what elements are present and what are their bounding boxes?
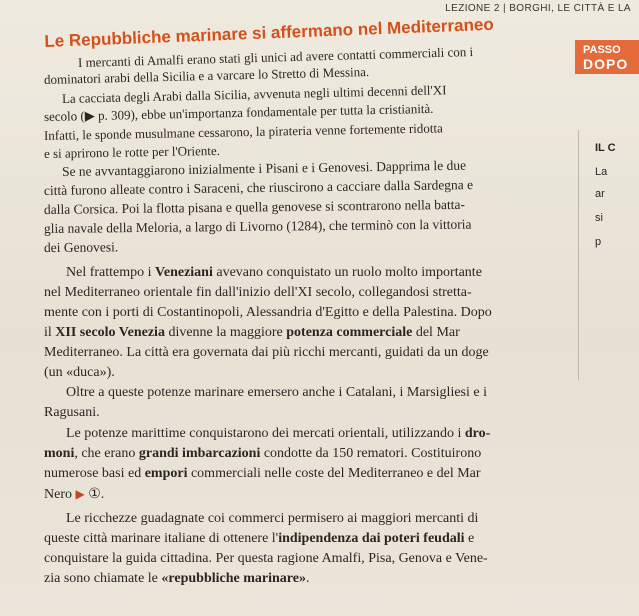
running-header: LEZIONE 2 | BORGHI, LE CITTÀ E LA (445, 3, 631, 14)
text-line: glia navale della Meloria, a largo di Livorno (1284), che terminò con la vittoria (43, 216, 472, 236)
side-column (578, 130, 639, 380)
text-line: moni, che erano grandi imbarcazioni condotte da 150 rematori. Costituirono (44, 446, 482, 461)
side-item: IL C (595, 142, 616, 154)
text-line: Ragusani. (44, 405, 100, 420)
text-line: e si aprirono le rotte per l'Oriente. (43, 142, 221, 161)
text-line: La cacciata degli Arabi dalla Sicilia, avvenuta negli ultimi decenni dell'XI (61, 82, 447, 106)
text-line: Se ne avvantaggiarono inizialmente i Pisani e i Genovesi. Dapprima le due (61, 157, 467, 179)
badge-line-2: DOPO (583, 56, 629, 72)
side-item: La (595, 166, 608, 178)
text-line: il XII secolo Venezia divenne la maggiore potenza commerciale del Mar (44, 325, 460, 340)
text-line: conquistare la guida cittadina. Per questa ragione Amalfi, Pisa, Genova e Vene- (44, 551, 488, 566)
text-fragment: Nero (44, 487, 72, 502)
text-line: dalla Corsica. Poi la flotta pisana e quella genovese si scontrarono nella batta- (43, 196, 466, 217)
text-line: zia sono chiamate le «repubbliche marinare». (44, 571, 310, 586)
text-line: queste città marinare italiane di ottenere l'indipendenza dai poteri feudali e (44, 531, 475, 546)
text-line: Nel frattempo i Veneziani avevano conquistato un ruolo molto importante (66, 265, 482, 280)
text-line: Infatti, le sponde musulmane cessarono, la pirateria venne fortemente ridotta (43, 120, 443, 143)
text-line: dei Genovesi. (43, 239, 119, 255)
text-line: Le potenze marittime conquistarono dei mercati orientali, utilizzando i dro- (66, 426, 491, 441)
text-line: numerose basi ed empori commerciali nelle coste del Mediterraneo e del Mar (44, 466, 481, 481)
text-line: I mercanti di Amalfi erano stati gli unici ad avere contatti commerciali con i (77, 43, 474, 70)
side-item: ar (595, 188, 605, 200)
text-line: (un «duca»). (44, 365, 115, 380)
text-line: nel Mediterraneo orientale fin dall'inizio dell'XI secolo, collegandosi stretta- (44, 285, 472, 300)
triangle-arrow-icon: ▶ (75, 487, 85, 501)
text-line: mente con i porti di Costantinopoli, Alessandria d'Egitto e della Palestina. Dopo (44, 305, 492, 320)
passo-dopo-badge (575, 40, 639, 74)
section-heading: Le Repubbliche marinare si affermano nel Mediterraneo (44, 14, 495, 51)
side-item: p (595, 236, 602, 248)
text-line: Le ricchezze guadagnate coi commerci permisero ai maggiori mercanti di (66, 511, 479, 526)
text-line: Mediterraneo. La città era governata dai più ricchi mercanti, guidati da un doge (44, 345, 489, 360)
side-item: si (595, 212, 603, 224)
text-line: secolo (▶ p. 309), ebbe un'importanza fondamentale per tutta la cristianità. (43, 100, 434, 124)
text-line: dominatori arabi della Sicilia e a varcare lo Stretto di Messina. (43, 64, 370, 87)
badge-line-1: PASSO (583, 44, 621, 56)
text-line: città furono alleate contro i Saraceni, che riuscirono a cacciare dalla Sardegna e (43, 177, 474, 198)
text-line: Oltre a queste potenze marinare emersero anche i Catalani, i Marsigliesi e i (66, 385, 487, 400)
text-line: Nero ▶ ①. (44, 486, 105, 502)
figure-reference[interactable]: ① (88, 486, 101, 502)
